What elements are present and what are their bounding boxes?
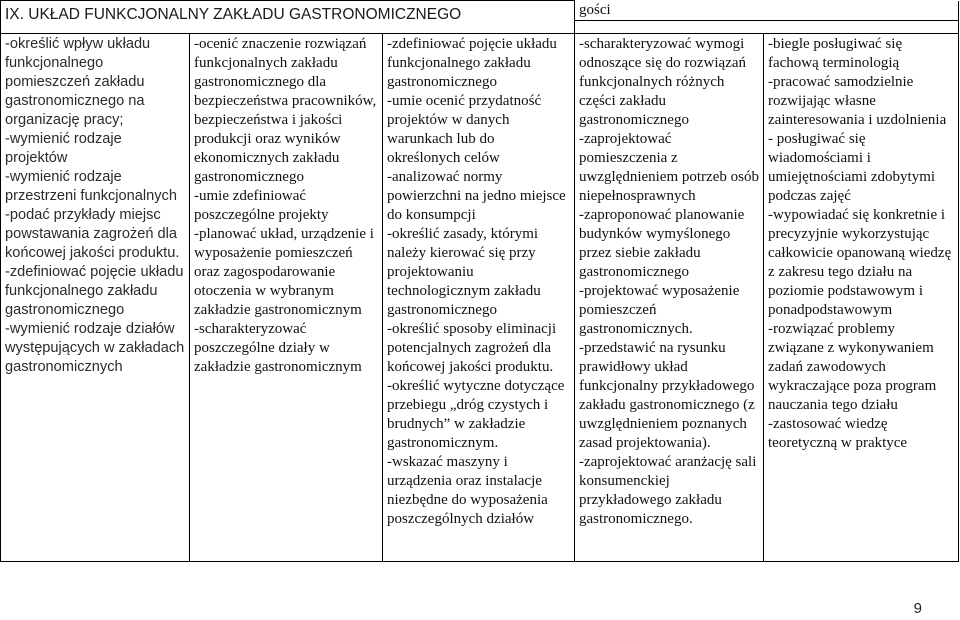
- empty-cell: [575, 20, 959, 33]
- page-number: 9: [913, 600, 922, 617]
- requirements-cell-3: -zdefiniować pojęcie układu funkcjonalnego zakładu gastronomicznego -umie ocenić przydatność projektów w danych warunkach lub do określonych celów -analizować normy powierzchni na jedno miejsce do konsumpcji -określić zasady, którymi należy kierować się przy projektowaniu technologicznym zakładu gastronomicznego -określić sposoby eliminacji potencjalnych zagrożeń dla końcowej jakości produktu. -określić wytyczne dotyczące przebiegu „dróg czystych i brudnych” w zakładzie gastronomicznym. -wskazać maszyny i urządzenia oraz instalacje niezbędne do wyposażenia poszczególnych działów: [383, 33, 575, 561]
- continued-text-fragment: gości: [575, 1, 959, 21]
- requirements-cell-1: -określić wpływ układu funkcjonalnego pomieszczeń zakładu gastronomicznego na organizację pracy; -wymienić rodzaje projektów -wymienić rodzaje przestrzeni funkcjonalnych -podać przykłady miejsc powstawania zagrożeń dla końcowej jakości produktu. -zdefiniować pojęcie układu funkcjonalnego zakładu gastronomicznego -wymienić rodzaje działów występujących w zakładach gastronomicznych: [1, 33, 190, 561]
- requirements-cell-5: -biegle posługiwać się fachową terminologią -pracować samodzielnie rozwijając własne zainteresowania i uzdolnienia - posługiwać się wiadomościami i umiejętnościami zdobytymi podczas zajęć -wypowiadać się konkretnie i precyzyjnie wykorzystując całkowicie opanowaną wiedzę z zakresu tego działu na poziomie podstawowym i ponadpodstawowym -rozwiązać problemy związane z wykonywaniem zadań zawodowych wykraczające poza program nauczania tego działu -zastosować wiedzę teoretyczną w praktyce: [764, 33, 959, 561]
- table-row-content: [1, 33, 959, 561]
- requirements-cell-4: -scharakteryzować wymogi odnoszące się do rozwiązań funkcjonalnych różnych części zakładu gastronomicznego -zaprojektować pomieszczenia z uwzględnieniem potrzeb osób niepełnosprawnych -zaproponować planowanie budynków wymyślonego przez siebie zakładu gastronomicznego -projektować wyposażenie pomieszczeń gastronomicznych. -przedstawić na rysunku prawidłowy układ funkcjonalny przykładowego zakładu gastronomicznego (z uwzględnieniem poznanych zasad projektowania). -zaprojektować aranżację sali konsumenckiej przykładowego zakładu gastronomicznego.: [575, 33, 764, 561]
- table-row-header: [1, 1, 959, 21]
- requirements-cell-2: -ocenić znaczenie rozwiązań funkcjonalnych zakładu gastronomicznego dla bezpieczeństwa pracowników, bezpieczeństwa i jakości produkcji oraz wyników ekonomicznych zakładu gastronomicznego -umie zdefiniować poszczególne projekty -planować układ, urządzenie i wyposażenie pomieszczeń oraz zagospodarowanie otoczenia w wybranym zakładzie gastronomicznym -scharakteryzować poszczególne działy w zakładzie gastronomicznym: [190, 33, 383, 561]
- section-title: IX. UKŁAD FUNKCJONALNY ZAKŁADU GASTRONOMICZNEGO: [1, 1, 575, 34]
